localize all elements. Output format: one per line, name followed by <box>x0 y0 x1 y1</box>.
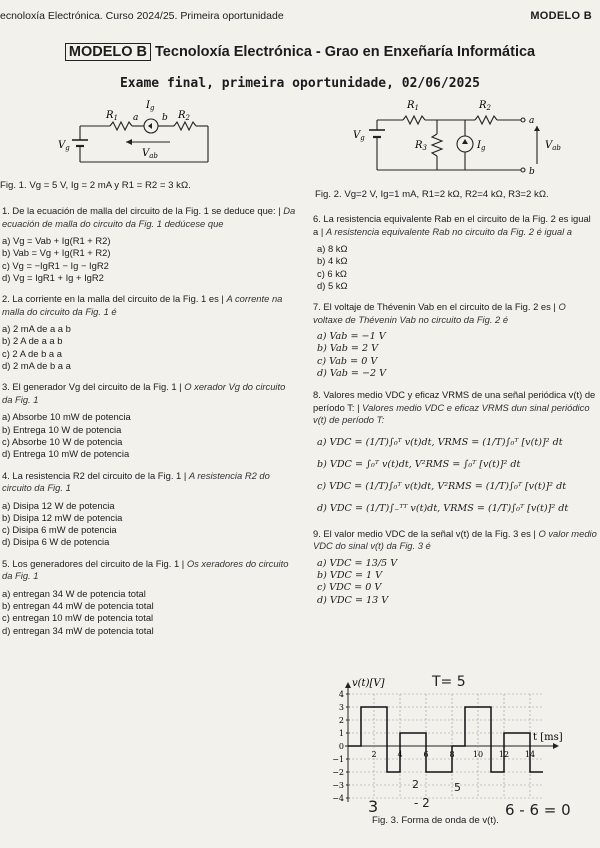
y-tick-label: 1 <box>338 729 344 738</box>
q1-option-d[interactable]: d) Vg = IgR1 + Ig + IgR2 <box>2 271 104 283</box>
question-1: 1. De la ecuación de malla del circuito de la Fig. 1 se deduce que: | Da ecuación de malla do circuito da Fig. 1 dedúcese que <box>2 205 296 229</box>
fig1-vg-label: $V_g$ <box>58 140 70 152</box>
x-tick-label: 2 <box>371 750 377 759</box>
fig1-r1-label: $R_1$ <box>106 110 118 122</box>
q7-option-a[interactable]: a) Vab = −1 V <box>317 331 386 343</box>
handwritten-period: T= 5 <box>432 674 466 690</box>
q3-option-c[interactable]: c) Absorbe 10 W de potencia <box>2 435 123 447</box>
fig2-a-label: a <box>529 116 535 126</box>
question-6: 6. La resistencia equivalente Rab en el circuito de la Fig. 2 es igual a | A resistencia equivalente Rab no circuito da Fig. 2 é igual a <box>313 213 591 237</box>
course-title: Tecnoloxía Electrónica - Grao en Enxeñaría Informática <box>155 44 536 60</box>
q4-option-b[interactable]: b) Disipa 12 mW de potencia <box>2 511 123 523</box>
question-5-options <box>2 588 297 637</box>
questions-right <box>313 213 597 607</box>
x-tick-label: 8 <box>449 750 455 759</box>
x-tick-label: 4 <box>397 750 403 759</box>
q4-option-c[interactable]: c) Disipa 6 mW de potencia <box>2 524 117 536</box>
q8-option-c[interactable]: c) VDC = (1/T)∫₀ᵀ v(t)dt, V²RMS = (1/T)∫₀ᵀ [v(t)]² dt <box>317 480 567 492</box>
handwritten-minus-two: - 2 <box>414 796 430 810</box>
question-3: 3. El generador Vg del circuito de la Fig. 1 | O xerador Vg do circuito da Fig. 1 <box>2 381 286 405</box>
q1-option-c[interactable]: c) Vg = −IgR1 − Ig − IgR2 <box>2 259 109 271</box>
question-4: 4. La resistencia R2 del circuito de la Fig. 1 | A resistencia R2 do circuito da Fig. 1 <box>2 469 270 494</box>
fig2-r3-label: $R_3$ <box>415 140 427 152</box>
x-tick-label: 14 <box>524 750 536 759</box>
y-tick-label: 2 <box>338 716 344 725</box>
q7-option-d[interactable]: d) Vab = −2 V <box>317 368 387 380</box>
question-7: 7. El voltaje de Thévenin Vab en el circuito de la Fig. 2 es | O voltaxe de Thévenin Vab no circuito da Fig. 2 é <box>313 301 566 325</box>
fig2-b-label: b <box>529 167 535 177</box>
question-1-options <box>2 235 297 284</box>
q9-option-c[interactable]: c) VDC = 0 V <box>317 582 382 594</box>
waveform-line <box>348 707 543 772</box>
q9-option-a[interactable]: a) VDC = 13/5 V <box>317 557 398 569</box>
q5-option-d[interactable]: d) entregan 34 mW de potencia total <box>2 624 154 636</box>
q3-option-b[interactable]: b) Entrega 10 W de potencia <box>2 423 122 435</box>
handwritten-three: 3 <box>368 797 379 816</box>
q8-option-b[interactable]: b) VDC = ∫₀ᵀ v(t)dt, V²RMS = ∫₀ᵀ [v(t)]² dt <box>317 458 521 470</box>
model-box: MODELO B <box>65 43 151 61</box>
figure-2-circuit <box>345 92 575 182</box>
question-5: 5. Los generadores del circuito de la Fig. 1 | Os xeradores do circuito da Fig. 1 <box>2 557 289 582</box>
question-3-options <box>2 411 297 460</box>
q2-option-d[interactable]: d) 2 mA de b a a <box>2 360 71 372</box>
question-2-options <box>2 323 297 372</box>
q4-option-a[interactable]: a) Disipa 12 W de potencia <box>2 499 115 511</box>
y-axis-arrow <box>345 682 351 688</box>
q9-option-d[interactable]: d) VDC = 13 V <box>317 594 389 606</box>
fig1-caption: Fig. 1. Vg = 5 V, Ig = 2 mA y R1 = R2 = 3 kΩ. <box>0 180 191 191</box>
exam-subtitle: Exame final, primeira oportunidade, 02/06/2025 <box>119 76 481 91</box>
question-8: 8. Valores medio VDC y eficaz VRMS de una señal periódica v(t) de período T: | Valores medio VDC e eficaz VRMS dun sinal periódico v(t) de período T: <box>313 389 596 426</box>
handwritten-five: 5 <box>454 781 461 794</box>
q6-option-a[interactable]: a) 8 kΩ <box>317 243 348 254</box>
questions-left <box>2 205 297 637</box>
question-4-options <box>2 500 297 549</box>
x-tick-label: 10 <box>472 750 484 759</box>
fig1-b-label: b <box>162 113 168 123</box>
x-tick-label: 6 <box>423 750 429 759</box>
x-axis-arrow <box>553 743 559 749</box>
q3-option-d[interactable]: d) Entrega 10 mW de potencia <box>2 448 130 460</box>
fig1-r2-label: $R_2$ <box>178 110 190 122</box>
q2-option-b[interactable]: b) 2 A de a a b <box>2 335 63 347</box>
fig2-vab-label: $V_{ab}$ <box>545 140 561 152</box>
y-tick-label: 4 <box>338 690 344 699</box>
fig2-r1-label: $R_1$ <box>407 100 419 112</box>
q9-option-b[interactable]: b) VDC = 1 V <box>317 570 383 582</box>
y-tick-label: 0 <box>338 742 344 751</box>
q7-option-c[interactable]: c) Vab = 0 V <box>317 355 378 367</box>
q6-option-b[interactable]: b) 4 kΩ <box>317 255 348 267</box>
q2-option-c[interactable]: c) 2 A de b a a <box>2 347 62 359</box>
q1-option-b[interactable]: b) Vab = Vg + Ig(R1 + R2) <box>2 247 111 259</box>
q7-option-b[interactable]: b) Vab = 2 V <box>317 343 379 355</box>
question-9: 9. El valor medio VDC de la señal v(t) de la Fig. 3 es | O valor medio VDC do sinal v(t) da Fig. 3 é <box>313 527 597 552</box>
figure-1-circuit <box>48 96 218 172</box>
q6-option-d[interactable]: d) 5 kΩ <box>317 279 348 291</box>
q8-option-d[interactable]: d) VDC = (1/T)∫₋ᵀᵀ v(t)dt, VRMS = (1/T)∫₀ᵀ [v(t)]² dt <box>317 502 569 514</box>
fig2-caption: Fig. 2. Vg=2 V, Ig=1 mA, R1=2 kΩ, R2=4 kΩ, R3=2 kΩ. <box>315 189 549 200</box>
y-tick-label: 3 <box>338 703 344 712</box>
question-2: 2. La corriente en la malla del circuito de la Fig. 1 es | A corrente na malla do circuito da Fig. 1 é <box>2 293 283 317</box>
fig2-ig-label: $I_g$ <box>477 140 486 152</box>
model-label: MODELO B <box>530 10 592 22</box>
q2-option-a[interactable]: a) 2 mA de a a b <box>2 323 71 335</box>
x-tick-label: 12 <box>498 750 510 759</box>
handwritten-equation: 6 - 6 = 0 <box>505 801 571 819</box>
q5-option-a[interactable]: a) entregan 34 W de potencia total <box>2 587 146 599</box>
q1-option-a[interactable]: a) Vg = Vab + Ig(R1 + R2) <box>2 235 111 246</box>
question-6-options <box>317 243 597 292</box>
fig2-vg-label: $V_g$ <box>353 130 365 142</box>
fig1-a-label: a <box>133 113 139 123</box>
q6-option-c[interactable]: c) 6 kΩ <box>317 267 347 279</box>
fig1-ig-label: $I_g$ <box>146 100 155 112</box>
y-axis-label: v(t)[V] <box>352 678 385 689</box>
q3-option-a[interactable]: a) Absorbe 10 mW de potencia <box>2 411 131 423</box>
q4-option-d[interactable]: d) Disipa 6 W de potencia <box>2 536 110 548</box>
fig2-r2-label: $R_2$ <box>479 100 491 112</box>
handwritten-two: 2 <box>412 778 419 791</box>
exam-title <box>0 44 600 60</box>
fig3-caption: Fig. 3. Forma de onda de v(t). <box>372 815 499 826</box>
y-tick-label: −2 <box>332 768 344 777</box>
fig1-vab-label: $V_{ab}$ <box>142 148 158 160</box>
x-axis-label: t [ms] <box>533 732 563 743</box>
q8-option-a[interactable]: a) VDC = (1/T)∫₀ᵀ v(t)dt, VRMS = (1/T)∫₀ᵀ [v(t)]² dt <box>317 436 563 448</box>
y-tick-label: −4 <box>332 794 344 803</box>
q5-option-c[interactable]: c) entregan 10 mW de potencia total <box>2 612 154 624</box>
figure-3-chart <box>318 676 578 816</box>
q5-option-b[interactable]: b) entregan 44 mW de potencia total <box>2 600 154 612</box>
y-tick-label: −1 <box>332 755 344 764</box>
y-tick-label: −3 <box>332 781 344 790</box>
question-7-options <box>317 331 597 380</box>
question-8-options <box>317 432 597 520</box>
question-9-options <box>317 558 597 607</box>
course-header: ecnoloxía Electrónica. Curso 2024/25. Primeira oportunidade <box>0 10 284 22</box>
